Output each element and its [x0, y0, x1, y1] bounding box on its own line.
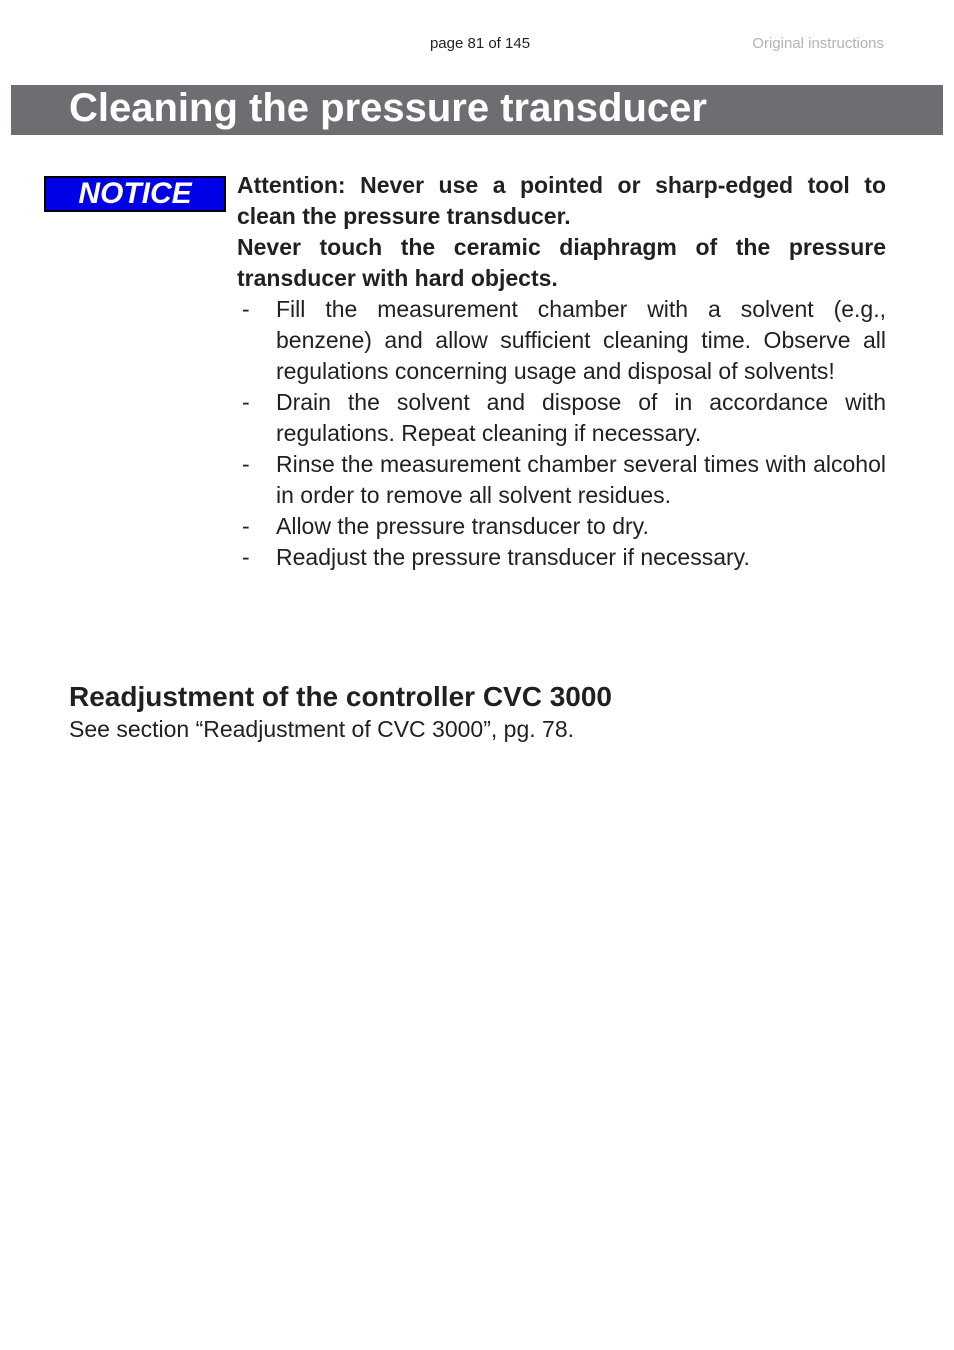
notice-body: [237, 170, 886, 573]
dash-bullet: -: [242, 544, 250, 570]
list-item-text: Readjust the pressure transducer if necessary.: [276, 544, 750, 570]
section-reference-text: See section “Readjustment of CVC 3000”, pg. 78.: [69, 716, 575, 742]
page-number: page 81 of 145: [429, 35, 531, 52]
section-heading: Readjustment of the controller CVC 3000: [69, 681, 613, 712]
list-item-text: Allow the pressure transducer to dry.: [276, 513, 649, 539]
list-item: [237, 387, 886, 449]
list-item-text: Fill the measurement chamber with a solvent (e.g., benzene) and allow sufficient cleaning time. Observe all regulations concerning usage and disposal of solvents!: [276, 296, 886, 384]
list-item-text: Drain the solvent and dispose of in accordance with regulations. Repeat cleaning if necessary.: [276, 389, 886, 446]
dash-bullet: -: [242, 389, 250, 415]
document-type-label: Original instructions: [752, 35, 884, 52]
cleaning-steps-list: [237, 294, 886, 573]
dash-bullet: -: [242, 513, 250, 539]
dash-bullet: -: [242, 451, 250, 477]
warning-sharp-tool: Attention: Never use a pointed or sharp-edged tool to clean the pressure transducer.: [237, 172, 886, 229]
notice-badge: NOTICE: [44, 176, 226, 212]
list-item-text: Rinse the measurement chamber several times with alcohol in order to remove all solvent residues.: [276, 451, 886, 508]
list-item: [237, 294, 886, 387]
list-item: [237, 511, 886, 542]
page-title: Cleaning the pressure transducer: [69, 86, 707, 130]
dash-bullet: -: [242, 296, 250, 322]
list-item: [237, 449, 886, 511]
title-bar: [11, 85, 943, 135]
list-item: [237, 542, 886, 573]
warning-ceramic-diaphragm: Never touch the ceramic diaphragm of the pressure transducer with hard objects.: [237, 234, 886, 291]
